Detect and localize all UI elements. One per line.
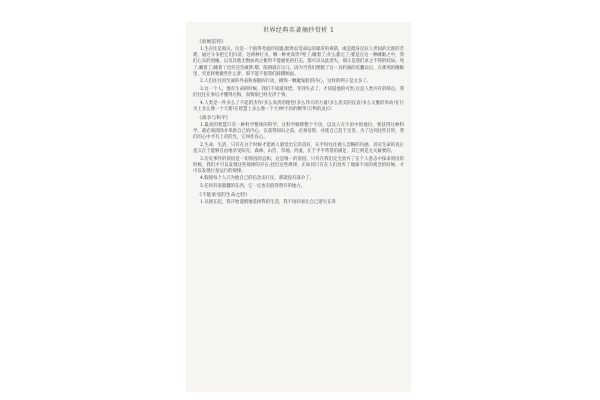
paragraph: 3.历史事件的原因是一切原因的总和，这是唯一的原因。只有在我们完全放弃了在个人意志中探求原因的时候，我们才可以发现这些规律的存在;找出这些规律，正如同只有在人们放弃了地球不动的观念的时候，才可以发现行星运行的规律。: [193, 156, 404, 174]
section-heading: 《哈姆雷特》: [197, 40, 226, 45]
paragraph: 1.最高的智慧只有一种科学整体的科学，这科学解释整个宇宙，以及人在宇宙中的地位。要获得这种科学，就必须清除并革新自己的内心，在获得知识之前，必须信仰，并使自己趋于完善。为了达到这些目的，我们的心中才有上帝的光，它叫作良心。: [193, 123, 404, 141]
paragraph: 2.生命，生活，只有在这个时候才能被人感觉出它的美好，在平时往往被人忽略的内涵，其实生命的真正意义在于能够自由地享受阳光、森林、山峦、草地、河流，在于平平常常的满足，其它则是无关紧要的。: [193, 142, 404, 154]
paragraph: 3.这一个人，他有生命的时候，我们不知道珍惜，等到失去了，才知道他的可贵;这是人类共有的缺点，我们往往在事后才懂得后悔，而悔恨已经无济于事。: [193, 86, 404, 98]
paragraph: 1.生存还是毁灭，这是一个值得考虑的问题;默然忍受命运的暴虐的毒箭，或是挺身反抗人世间的无涯的苦难，通过斗争把它们扫清，这两种行为，哪一种更高贵?死了;睡着了;什么都完了;要是在这一种睡眠之中，我们心头的创痛，以及其他无数血肉之躯所不能避免的打击，都可以从此消失，那正是我们求之不得的结局。死了;睡着了;睡着了也许还会做梦;嗯，阻碍就在这儿，因为当我们摆脱了这一具朽腐的皮囊以后，在那死的睡眠里，究竟将要做些什么梦，那不能不使我们踌躇顾虑。: [193, 47, 404, 77]
paragraph: 1.从现在起，我开始谨慎地选择我的生活，我不再轻易让自己迷失在各: [200, 200, 336, 206]
paragraph: 2.人们往往用至诚的外表和虔敬的行动，掩饰一颗魔鬼般的内心，这样的例子是太多了。: [200, 79, 372, 85]
paragraph: 4.人类是一件多么了不起的杰作!多么高贵的理性!多么伟大的力量!多么优美的仪表!多么文雅的举动!在行为上多么像一个天使!在智慧上多么像一个天神!宇宙的精华!万物的灵长!: [193, 100, 404, 112]
section-heading: 《战争与和平》: [197, 115, 231, 121]
document-page: [186, 22, 411, 392]
document-title: 世界经典名著摘抄赏析 1: [262, 27, 335, 34]
paragraph: 4.假使每个人只为他自己的信念去打仗，那就没有战争了。: [200, 176, 314, 182]
document-body: [193, 40, 404, 206]
section-heading: 《不能承受的生命之轻》: [197, 192, 250, 198]
paragraph: 5.任何有似愚蠢的东西，它一定也有值得赞许的地方。: [200, 183, 306, 189]
